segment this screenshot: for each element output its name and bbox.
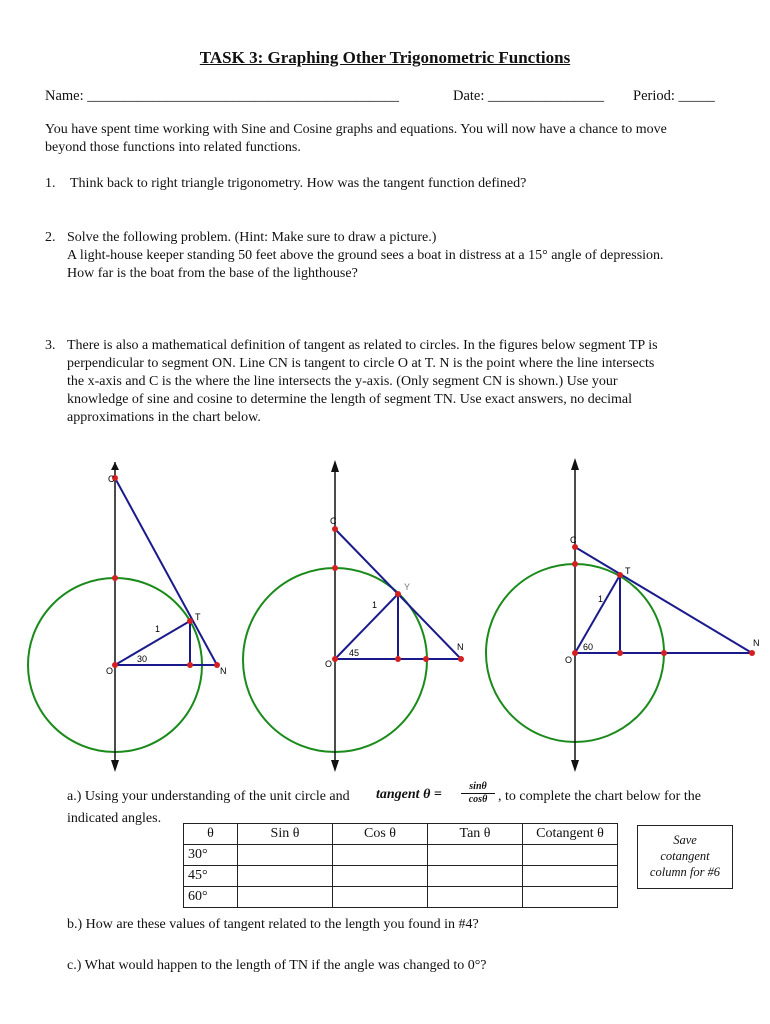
date-field[interactable]: Date: ________________ — [453, 88, 605, 104]
y-axis-arrow-bottom-icon — [111, 760, 119, 772]
figure-30-degrees — [28, 462, 227, 772]
question-1-text: Think back to right triangle trigonometry. How was the tangent function defined? — [70, 176, 527, 191]
angle-label: 30 — [137, 654, 148, 664]
period-field[interactable]: Period: _____ — [633, 88, 715, 104]
angle-label: 60 — [583, 642, 594, 652]
tangent-formula-fraction — [461, 781, 495, 806]
cot-60-cell[interactable] — [523, 887, 618, 908]
question-3-line-2: perpendicular to segment ON. Line CN is tangent to circle O at T. N is the point where the line intersects — [67, 356, 655, 371]
label-o: O — [106, 666, 114, 676]
part-a-line-2: indicated angles. — [67, 811, 162, 826]
label-n: N — [457, 642, 464, 652]
question-2-line-1: Solve the following problem. (Hint: Make sure to draw a picture.) — [67, 230, 437, 245]
label-c: C — [330, 516, 337, 526]
label-o: O — [325, 659, 333, 669]
angle-label: 45 — [349, 648, 360, 658]
save-note-line-1: Save — [673, 833, 697, 847]
label-c: C — [570, 535, 577, 545]
cos-45-cell[interactable] — [333, 866, 428, 887]
table-row — [184, 887, 618, 908]
header-theta: θ — [184, 824, 238, 845]
question-2-line-2: A light-house keeper standing 50 feet above the ground sees a boat in distress at a 15° angle of depression. — [67, 248, 664, 263]
header-cos: Cos θ — [333, 824, 428, 845]
row-angle: 30° — [184, 845, 238, 866]
page-title: TASK 3: Graphing Other Trigonometric Functions — [199, 48, 571, 67]
y-axis-arrow-bottom-icon — [571, 760, 579, 772]
header-tan: Tan θ — [428, 824, 523, 845]
header-sin: Sin θ — [238, 824, 333, 845]
save-note-line-2: cotangent — [660, 849, 710, 863]
question-3-line-3: the x-axis and C is the where the line intersects the y-axis. (Only segment CN is shown.) Use your — [67, 374, 618, 389]
intro-line-2: beyond those functions into related functions. — [45, 140, 301, 155]
part-b-question: b.) How are these values of tangent related to the length you found in #4? — [67, 917, 479, 932]
question-3-line-5: approximations in the chart below. — [67, 410, 261, 425]
part-c-question: c.) What would happen to the length of TN if the angle was changed to 0°? — [67, 958, 487, 973]
trig-values-table — [183, 823, 618, 908]
label-t: T — [625, 566, 631, 576]
tangent-formula-lhs: tangent θ = — [376, 787, 442, 802]
sin-45-cell[interactable] — [238, 866, 333, 887]
question-3-number: 3. — [45, 338, 56, 353]
tan-45-cell[interactable] — [428, 866, 523, 887]
unit-circle-figures — [0, 440, 770, 780]
formula-denominator: cosθ — [468, 794, 488, 805]
name-field[interactable]: Name: ___________________________________________ — [45, 88, 400, 104]
row-angle: 45° — [184, 866, 238, 887]
label-y: Y — [404, 582, 411, 592]
sin-30-cell[interactable] — [238, 845, 333, 866]
y-axis-arrow-top-icon — [111, 462, 119, 470]
cot-45-cell[interactable] — [523, 866, 618, 887]
header-cotangent: Cotangent θ — [523, 824, 618, 845]
label-hypotenuse: 1 — [155, 624, 161, 634]
table-header-row — [184, 824, 618, 845]
y-axis-arrow-bottom-icon — [331, 760, 339, 772]
formula-numerator: sinθ — [461, 781, 495, 794]
tan-60-cell[interactable] — [428, 887, 523, 908]
table-row — [184, 866, 618, 887]
label-t: T — [195, 612, 201, 622]
label-hypotenuse: 1 — [598, 594, 604, 604]
table-row — [184, 845, 618, 866]
y-axis-arrow-top-icon — [571, 458, 579, 470]
label-c: C — [108, 474, 115, 484]
row-angle: 60° — [184, 887, 238, 908]
save-cotangent-note — [637, 825, 733, 889]
question-2-number: 2. — [45, 230, 56, 245]
cos-60-cell[interactable] — [333, 887, 428, 908]
label-n: N — [220, 666, 227, 676]
y-axis-arrow-top-icon — [331, 460, 339, 472]
question-3-line-1: There is also a mathematical definition of tangent as related to circles. In the figures below segment TP is — [67, 338, 658, 353]
part-a-suffix: , to complete the chart below for the — [498, 789, 701, 804]
intro-line-1: You have spent time working with Sine and Cosine graphs and equations. You will now have a chance to move — [45, 122, 667, 137]
cos-30-cell[interactable] — [333, 845, 428, 866]
save-note-line-3: column for #6 — [649, 865, 721, 879]
question-3-line-4: knowledge of sine and cosine to determine the length of segment TN. Use exact answers, no decimal — [67, 392, 633, 407]
label-hypotenuse: 1 — [372, 600, 378, 610]
part-a-prefix: a.) Using your understanding of the unit circle and — [67, 789, 350, 804]
question-2-line-3: How far is the boat from the base of the lighthouse? — [67, 266, 358, 281]
question-1-number: 1. — [45, 176, 56, 191]
figure-45-degrees — [243, 460, 464, 772]
tan-30-cell[interactable] — [428, 845, 523, 866]
cot-30-cell[interactable] — [523, 845, 618, 866]
figure-60-degrees — [486, 458, 760, 772]
sin-60-cell[interactable] — [238, 887, 333, 908]
label-o: O — [565, 655, 573, 665]
label-n: N — [753, 638, 760, 648]
